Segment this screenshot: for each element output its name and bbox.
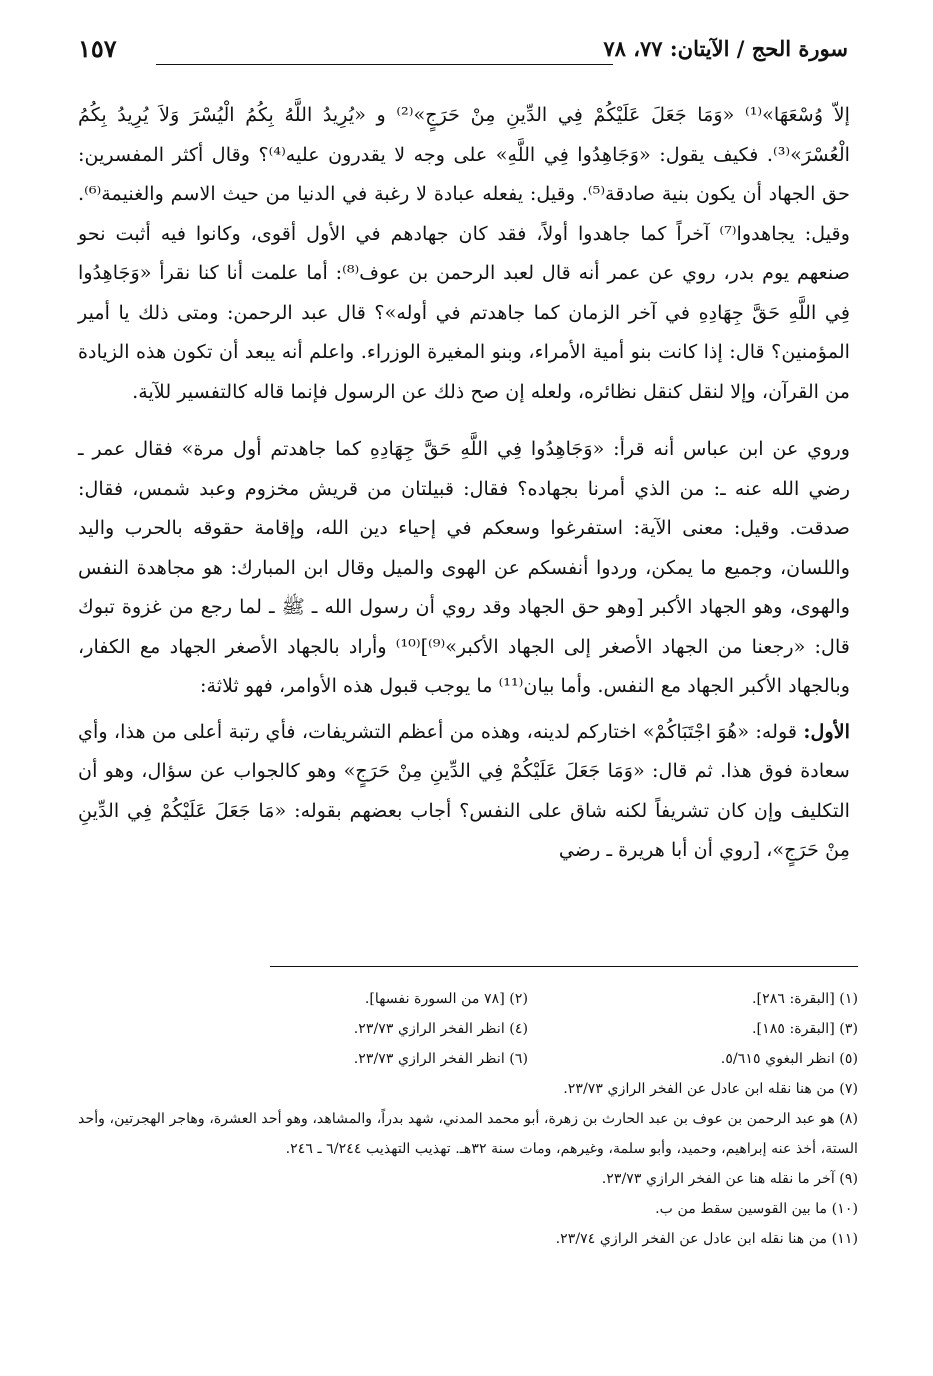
paragraph-3-lead: الأول: — [803, 719, 850, 743]
footnote-10: (١٠) ما بين القوسين سقط من ب. — [655, 1201, 858, 1217]
footnote-11: (١١) من هنا نقله ابن عادل عن الفخر الرازي ٢٣/٧٤. — [555, 1231, 858, 1247]
header-rule — [156, 64, 613, 65]
footnote-5: (٥) انظر البغوي ٥/٦١٥. — [720, 1051, 858, 1067]
paragraph-3-text: قوله: «هُوَ اجْتَبَاكُمْ» اختاركم لدينه، وهذه من أعظم التشريفات، فأي رتبة أعلى من هذا، وأي سعادة فوق هذا. ثم قال: «وَمَا جَعَلَ عَلَيْكُمْ فِي الدِّينِ مِنْ حَرَجٍ» وهو كالجواب عن سؤال، وهو أن التكليف وإن كان تشريفاً لكنه شاق على النفس؟ أجاب بعضهم بقوله: «مَا جَعَلَ عَلَيْكُمْ فِي الدِّينِ مِنْ حَرَجٍ»، [روي أن أبا هريرة ـ رضي — [78, 719, 850, 861]
footnote-7: (٧) من هنا نقله ابن عادل عن الفخر الرازي ٢٣/٧٣. — [563, 1081, 858, 1097]
footnote-9: (٩) آخر ما نقله هنا عن الفخر الرازي ٢٣/٧٣. — [601, 1171, 858, 1187]
footnote-1: (١) [البقرة: ٢٨٦]. — [752, 991, 858, 1007]
running-header — [78, 30, 848, 70]
paragraph-2: وروي عن ابن عباس أنه قرأ: «وَجَاهِدُوا فِي اللَّهِ حَقَّ جِهَادِهِ كما جاهدتم أول مرة» فقال عمر ـ رضي الله عنه ـ: من الذي أمرنا بجهاده؟ فقال: قبيلتان من قريش مخزوم وعبد شمس، فقال: صدقت. وقيل: معنى الآية: استفرغوا وسعكم في إحياء دين الله، وإقامة حقوقه بالحرب واليد واللسان، وجميع ما يمكن، وردوا أنفسكم عن الهوى والميل وقال ابن المبارك: هو مجاهدة النفس والهوى، وهو الجهاد الأكبر [وهو حق الجهاد وقد روي أن رسول الله ـ ﷺ ـ لما رجع من غزوة تبوك قال: «رجعنا من الجهاد الأصغر إلى الجهاد الأكبر»⁽⁹⁾]⁽¹⁰⁾ وأراد بالجهاد الأصغر الجهاد مع الكفار، وبالجهاد الأكبر الجهاد مع النفس. وأما بيان⁽¹¹⁾ ما يوجب قبول هذه الأوامر، فهو ثلاثة: — [78, 437, 850, 697]
page-number: ١٥٧ — [78, 34, 117, 63]
footnote-3: (٣) [البقرة: ١٨٥]. — [752, 1021, 858, 1037]
footnote-6: (٦) انظر الفخر الرازي ٢٣/٧٣. — [353, 1051, 528, 1067]
footnote-separator — [270, 966, 858, 967]
footnote-row — [78, 1044, 858, 1074]
footnote-row — [78, 984, 858, 1014]
footnote-4: (٤) انظر الفخر الرازي ٢٣/٧٣. — [353, 1021, 528, 1037]
main-text — [78, 95, 850, 870]
footnote-2: (٢) [٧٨ من السورة نفسها]. — [364, 991, 528, 1007]
footnote-8: (٨) هو عبد الرحمن بن عوف بن عبد الحارث بن زهرة، أبو محمد المدني، شهد بدراً، والمشاهد، وهو أحد العشرة، وهاجر الهجرتين، وأحد الستة، أخذ عنه إبراهيم، وحميد، وأبو سلمة، وغيرهم، ومات سنة ٣٢هـ. تهذيب التهذيب ٦/٢٤٤ ـ ٢٤٦. — [78, 1111, 858, 1157]
paragraph-1: إلاّ وُسْعَهَا»⁽¹⁾ «وَمَا جَعَلَ عَلَيْكُمْ فِي الدِّينِ مِنْ حَرَجٍ»⁽²⁾ و «يُرِيدُ اللَّهُ بِكُمُ الْيُسْرَ وَلاَ يُرِيدُ بِكُمُ الْعُسْرَ»⁽³⁾. فكيف يقول: «وَجَاهِدُوا فِي اللَّهِ» على وجه لا يقدرون عليه⁽⁴⁾؟ وقال أكثر المفسرين: حق الجهاد أن يكون بنية صادقة⁽⁵⁾. وقيل: يفعله عبادة لا رغبة في الدنيا من حيث الاسم والغنيمة⁽⁶⁾. وقيل: يجاهدوا⁽⁷⁾ آخراً كما جاهدوا أولاً، فقد كان جهادهم في الأول أقوى، وكانوا فيه أثبت نحو صنعهم يوم بدر، روي عن عمر أنه قال لعبد الرحمن بن عوف⁽⁸⁾: أما علمت أنا كنا نقرأ «وَجَاهِدُوا فِي اللَّهِ حَقَّ جِهَادِهِ في آخر الزمان كما جاهدتم في أوله»؟ قال عبد الرحمن: ومتى ذلك يا أمير المؤمنين؟ قال: إذا كانت بنو أمية الأمراء، وبنو المغيرة الوزراء. واعلم أنه يبعد أن تكون هذه الزيادة من القرآن، وإلا لنقل كنقل نظائره، ولعله إن صح ذلك عن الرسول فإنما قاله كالتفسير للآية. — [78, 103, 850, 403]
header-title: سورة الحج / الآيتان: ٧٧، ٧٨ — [603, 36, 848, 61]
footnote-row — [78, 1014, 858, 1044]
footnotes — [78, 984, 858, 1254]
paragraph-3 — [78, 712, 850, 870]
